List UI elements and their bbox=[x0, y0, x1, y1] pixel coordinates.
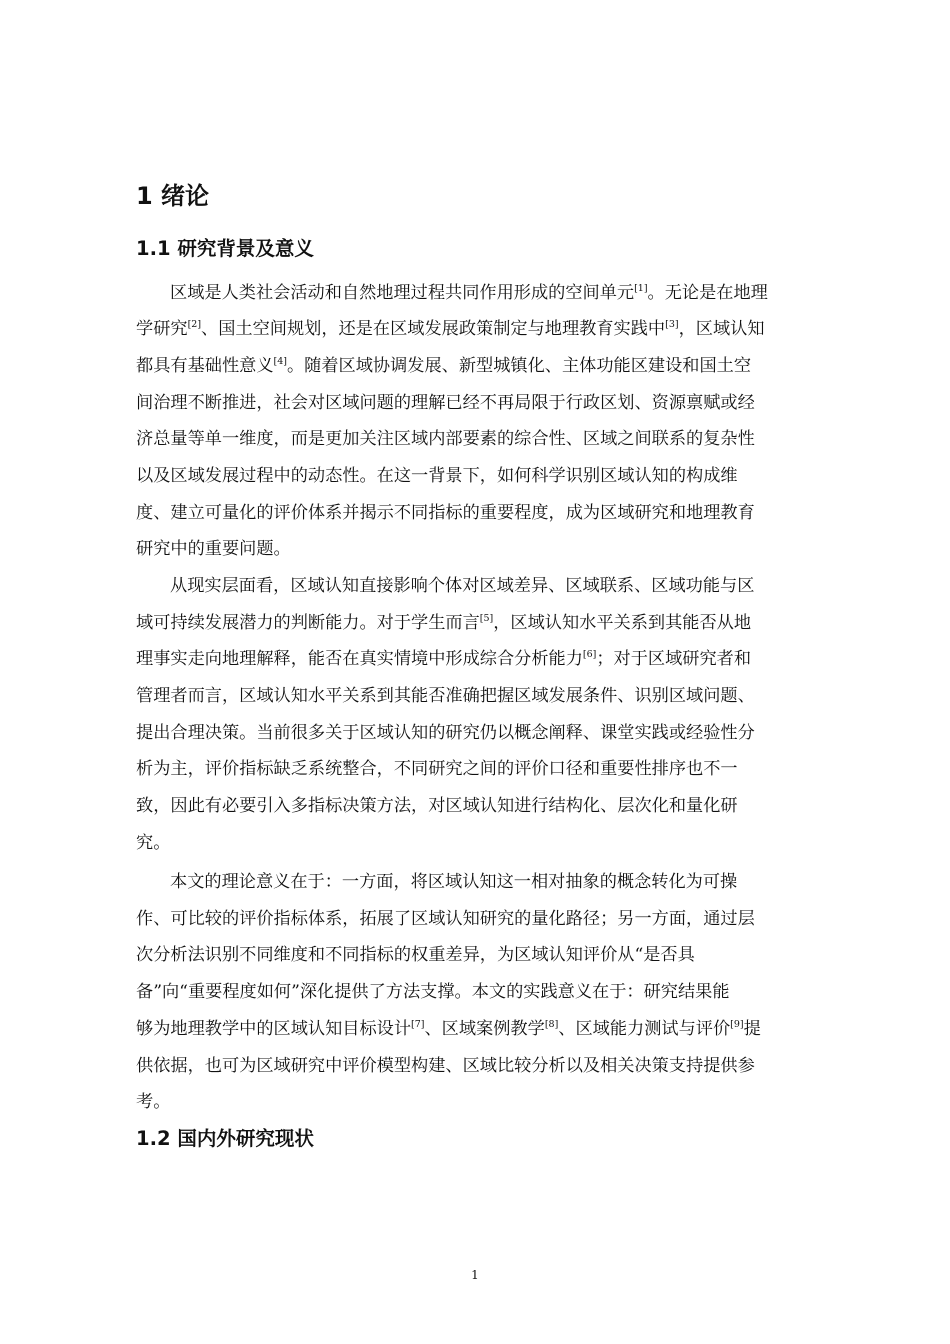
citation: [1] bbox=[634, 283, 648, 294]
text-line: 区域是人类社会活动和自然地理过程共同作用形成的空间单元[1]。无论是在地理 bbox=[170, 283, 768, 303]
citation: [4] bbox=[273, 356, 287, 367]
text-line: 以及区域发展过程中的动态性。在这一背景下，如何科学识别区域认知的构成维 bbox=[136, 466, 738, 486]
text-line: 间治理不断推进，社会对区域问题的理解已经不再局限于行政区划、资源禀赋或经 bbox=[136, 393, 755, 413]
text-line: 考。 bbox=[136, 1092, 171, 1112]
citation: [6] bbox=[582, 649, 597, 660]
citation: [9] bbox=[730, 1019, 744, 1030]
text-line: 济总量等单一维度，而是更加关注区域内部要素的综合性、区域之间联系的复杂性 bbox=[136, 429, 755, 449]
text-line: 次分析法识别不同维度和不同指标的权重差异，为区域认知评价从“是否具 bbox=[136, 945, 695, 965]
citation: [5] bbox=[479, 613, 494, 624]
text-line: 域可持续发展潜力的判断能力。对于学生而言[5]，区域认知水平关系到其能否从地 bbox=[136, 613, 752, 633]
citation: [8] bbox=[544, 1019, 559, 1030]
text-line: 本文的理论意义在于：一方面，将区域认知这一相对抽象的概念转化为可操 bbox=[170, 872, 738, 892]
section-title-1-2: 1.2 国内外研究现状 bbox=[136, 1127, 314, 1150]
text-line: 供依据，也可为区域研究中评价模型构建、区域比较分析以及相关决策支持提供参 bbox=[136, 1056, 755, 1076]
text-line: 都具有基础性意义[4]。随着区域协调发展、新型城镇化、主体功能区建设和国土空 bbox=[136, 356, 752, 376]
citation: [7] bbox=[411, 1019, 425, 1030]
text-line: 析为主，评价指标缺乏系统整合，不同研究之间的评价口径和重要性排序也不一 bbox=[136, 759, 738, 779]
text-line: 理事实走向地理解释，能否在真实情境中形成综合分析能力[6]；对于区域研究者和 bbox=[136, 649, 752, 669]
text-line: 度、建立可量化的评价体系并揭示不同指标的重要程度，成为区域研究和地理教育 bbox=[136, 503, 755, 523]
chapter-title: 1 绪论 bbox=[136, 182, 210, 210]
page-number: 1 bbox=[471, 1268, 479, 1282]
text-line: 致，因此有必要引入多指标决策方法，对区域认知进行结构化、层次化和量化研 bbox=[136, 796, 738, 816]
text-line: 备”向“重要程度如何”深化提供了方法支撑。本文的实践意义在于：研究结果能 bbox=[136, 982, 730, 1002]
text-line: 从现实层面看，区域认知直接影响个体对区域差异、区域联系、区域功能与区 bbox=[170, 576, 755, 596]
text-line: 作、可比较的评价指标体系，拓展了区域认知研究的量化路径；另一方面，通过层 bbox=[136, 909, 755, 929]
text-line: 管理者而言，区域认知水平关系到其能否准确把握区域发展条件、识别区域问题、 bbox=[136, 686, 755, 706]
text-line: 究。 bbox=[136, 833, 171, 853]
text-line: 研究中的重要问题。 bbox=[136, 539, 291, 559]
citation: [3] bbox=[665, 319, 679, 330]
text-line: 够为地理教学中的区域认知目标设计[7]、区域案例教学[8]、区域能力测试与评价[9]提 bbox=[136, 1019, 761, 1039]
text-line: 提出合理决策。当前很多关于区域认知的研究仍以概念阐释、课堂实践或经验性分 bbox=[136, 723, 755, 743]
section-title-1-1: 1.1 研究背景及意义 bbox=[136, 237, 314, 260]
text-line: 学研究[2]、国土空间规划，还是在区域发展政策制定与地理教育实践中[3]，区域认知 bbox=[136, 319, 765, 339]
citation: [2] bbox=[187, 319, 202, 330]
